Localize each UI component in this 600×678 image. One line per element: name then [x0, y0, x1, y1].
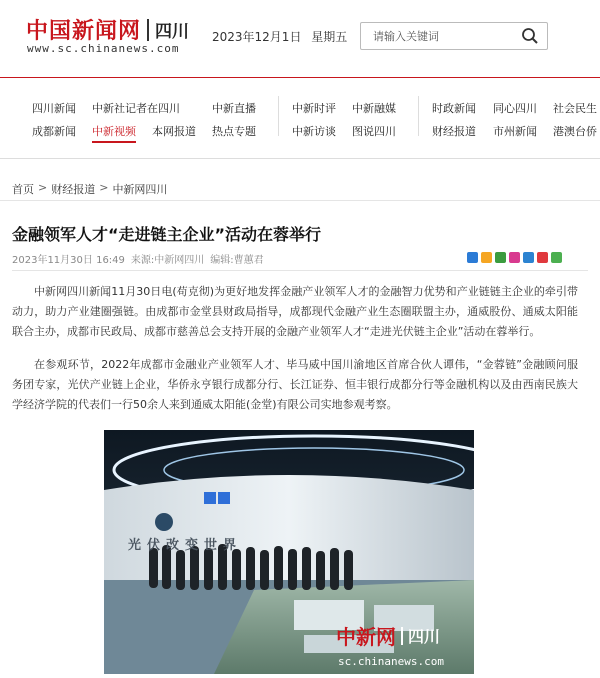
nav-item-reporters[interactable]: 中新社记者在四川	[92, 102, 180, 115]
search-input[interactable]	[361, 23, 511, 49]
share-icon-5[interactable]	[523, 252, 534, 263]
article-meta	[12, 251, 264, 266]
article-paragraph: 中新网四川新闻11月30日电(苟克彻)为更好地发挥金融产业领军人才的金融智力优势和产业链链主企业的牵引带动力，助力产业建圈强链。由成都市金堂县财政局指导，成都现代金融产业生态圈联盟主办，通威股份、通威太阳能联合主办，成都市民政局、成都市慈善总会支持开展的金融产业领军人才“走进光伏链主企业”活动在蓉举行。	[12, 285, 578, 338]
breadcrumb-finance[interactable]: 财经报道	[51, 183, 96, 196]
watermark-url: sc.chinanews.com	[338, 655, 444, 668]
main-nav	[0, 92, 600, 142]
header-date	[212, 28, 353, 45]
nav-item-finance[interactable]: 财经报道	[432, 125, 476, 138]
nav-item-tongxin[interactable]: 同心四川	[493, 102, 537, 115]
share-icon-7[interactable]	[551, 252, 562, 263]
share-icon-3[interactable]	[495, 252, 506, 263]
nav-item-livelihood[interactable]: 社会民生	[553, 102, 597, 115]
breadcrumb	[12, 181, 167, 197]
watermark-region: 四川	[407, 627, 440, 646]
nav-item-interview[interactable]: 中新访谈	[292, 125, 336, 138]
article-editor: 编辑:曹蕙君	[210, 255, 264, 266]
breadcrumb-home[interactable]: 首页	[12, 183, 34, 196]
article-paragraph: 在参观环节，2022年成都市金融业产业领军人才、毕马威中国川渝地区首席合伙人谭伟，“金蓉链”金融顾问服务团专家，光伏产业链上企业，华侨永亨银行成都分行、长江证券、恒丰银行成都分行等金融机构以及由西南民族大学经济学院的代表们一行50余人来到通威太阳能(金堂)有限公司实地参观考察。	[12, 358, 578, 411]
nav-separator	[418, 96, 419, 136]
article-title: 金融领军人才“走进链主企业”活动在蓉举行	[12, 225, 322, 244]
nav-item-media[interactable]: 中新融媒	[352, 102, 396, 115]
logo-text: 中国新闻网	[26, 18, 142, 44]
share-icon-6[interactable]	[537, 252, 548, 263]
logo-separator	[147, 19, 149, 41]
share-icon-1[interactable]	[467, 252, 478, 263]
nav-divider	[0, 158, 600, 159]
nav-item-politics[interactable]: 时政新闻	[432, 102, 476, 115]
nav-item-photos[interactable]: 图说四川	[352, 125, 396, 138]
nav-item-reports[interactable]: 本网报道	[152, 125, 196, 138]
site-logo[interactable]	[26, 14, 189, 45]
weekday-text: 星期五	[311, 30, 348, 44]
nav-item-video[interactable]: 中新视频	[92, 123, 136, 143]
photo-sign-text: 光伏改变世界	[128, 538, 243, 553]
search-box	[360, 22, 548, 50]
watermark-separator	[401, 627, 403, 645]
article-datetime: 2023年11月30日 16:49	[12, 255, 125, 266]
site-url: www.sc.chinanews.com	[27, 42, 180, 55]
nav-item-hot-topics[interactable]: 热点专题	[212, 125, 256, 138]
watermark-logo	[336, 621, 440, 650]
breadcrumb-separator: >	[99, 181, 109, 194]
nav-item-city-news[interactable]: 市州新闻	[493, 125, 537, 138]
article-source: 来源:中新网四川	[130, 255, 205, 266]
search-icon[interactable]	[521, 27, 539, 45]
nav-item-sichuan-news[interactable]: 四川新闻	[32, 102, 76, 115]
share-icon-4[interactable]	[509, 252, 520, 263]
logo-region: 四川	[155, 22, 190, 42]
breadcrumb-divider	[0, 200, 600, 201]
share-bar	[467, 252, 562, 263]
article-photo	[104, 430, 474, 674]
breadcrumb-current[interactable]: 中新网四川	[112, 183, 168, 196]
nav-separator	[278, 96, 279, 136]
breadcrumb-separator: >	[38, 181, 48, 194]
nav-item-hk-macao-tw[interactable]: 港澳台侨	[553, 125, 597, 138]
date-text: 2023年12月1日	[212, 30, 302, 44]
site-header	[0, 0, 600, 78]
nav-item-commentary[interactable]: 中新时评	[292, 102, 336, 115]
watermark-logo-text: 中新网	[335, 625, 396, 649]
nav-item-live[interactable]: 中新直播	[212, 102, 256, 115]
meta-divider	[12, 270, 588, 271]
share-icon-2[interactable]	[481, 252, 492, 263]
nav-item-chengdu-news[interactable]: 成都新闻	[32, 125, 76, 138]
